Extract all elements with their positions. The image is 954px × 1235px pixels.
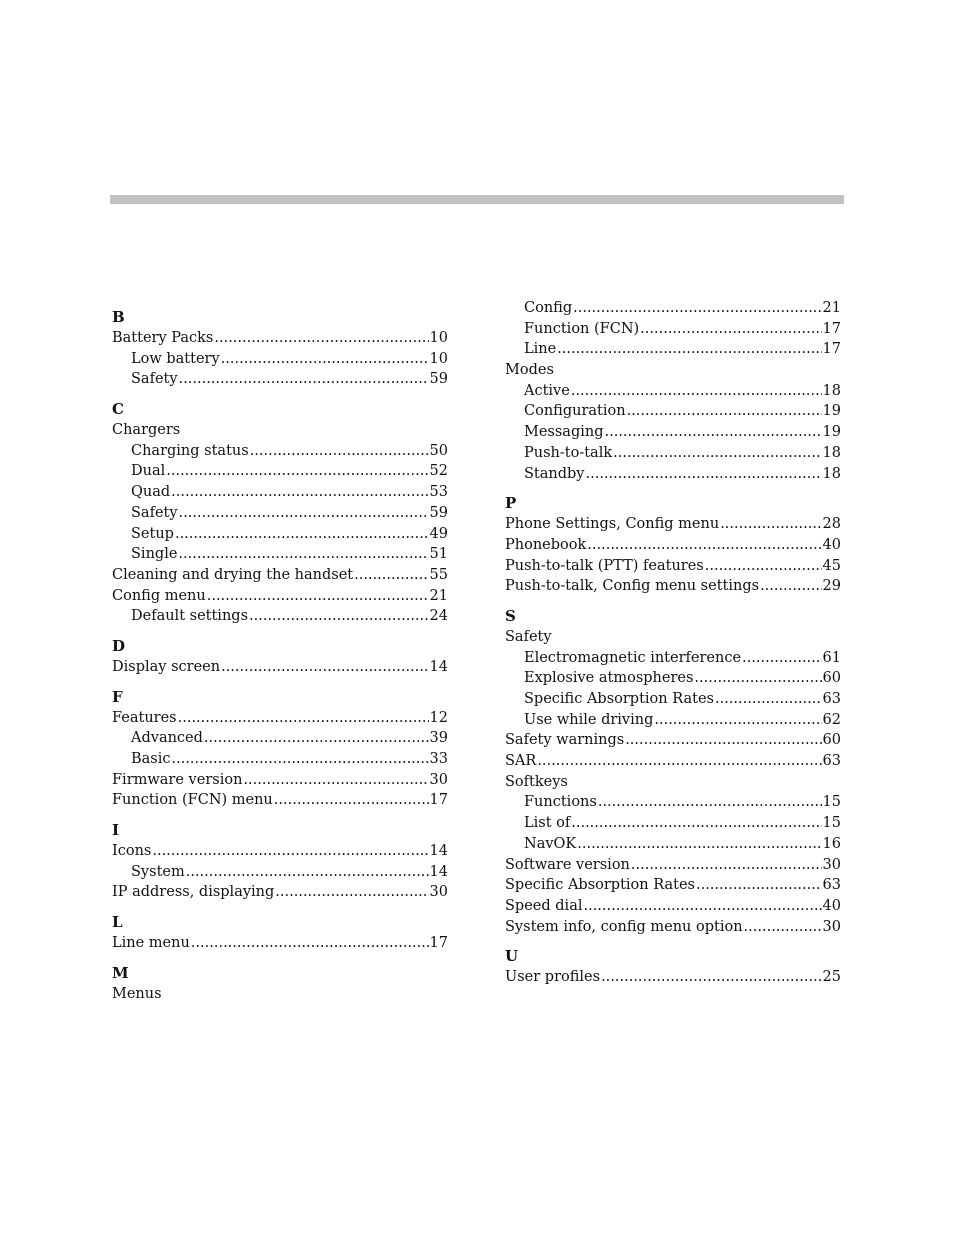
index-entry-term: Chargers [112, 422, 181, 439]
dot-leader [613, 443, 821, 464]
index-entry-page: 30 [822, 856, 841, 873]
dot-leader [243, 770, 428, 791]
index-entry-page: 49 [429, 525, 448, 542]
index-letter-p: P [505, 494, 517, 513]
index-entry-messaging [505, 422, 841, 443]
index-entry-term: Battery Packs [112, 330, 214, 346]
dot-leader [186, 862, 429, 883]
index-entry-term: Default settings [131, 608, 249, 625]
index-entry-ip-address-displaying [112, 882, 448, 903]
index-entry-dual [112, 461, 448, 482]
index-entry-term: Specific Absorption Rates [505, 877, 695, 894]
dot-leader [221, 657, 428, 678]
index-entry-term: SAR [505, 753, 537, 770]
index-entry-page: 17 [429, 792, 448, 809]
dot-leader [179, 369, 429, 390]
index-entry-term: Low battery [131, 350, 220, 367]
index-entry-term: Softkeys [505, 773, 568, 790]
index-entry-term: Single [131, 546, 178, 563]
dot-leader [601, 967, 821, 988]
dot-leader [537, 751, 821, 772]
index-entry-term: Standby [524, 465, 585, 482]
index-entry-term: Function (FCN) menu [112, 792, 273, 809]
dot-leader [715, 689, 822, 710]
index-entry-safety [112, 369, 448, 390]
index-entry-config [505, 298, 841, 319]
dot-leader [571, 813, 821, 834]
index-entry-page: 53 [429, 484, 448, 501]
dot-leader [166, 461, 428, 482]
index-entry-page: 16 [822, 835, 841, 852]
dot-leader [577, 834, 821, 855]
index-entry-term: Phone Settings, Config menu [505, 516, 720, 533]
index-entry-term: Function (FCN) [524, 320, 640, 337]
index-entry-list-of [505, 813, 841, 834]
index-entry-push-to-talk-config-menu-settings [505, 576, 841, 597]
dot-leader [583, 896, 821, 917]
index-letter-c: C [112, 400, 124, 419]
index-entry-page: 52 [429, 463, 448, 480]
index-entry-page: 28 [822, 516, 841, 533]
index-entry-term: Configuration [524, 403, 626, 420]
index-entry-page: 17 [822, 320, 841, 337]
index-entry-page: 14 [429, 863, 448, 880]
index-entry-page: 21 [429, 587, 448, 604]
index-entry-phone-settings-config-menu [505, 514, 841, 535]
index-entry-term: Setup [131, 525, 174, 542]
index-entry-config-menu [112, 586, 448, 607]
dot-leader [214, 328, 428, 349]
index-entry-page: 29 [822, 578, 841, 595]
index-entry-term: Icons [112, 843, 152, 860]
index-entry-firmware-version [112, 770, 448, 791]
dot-leader [654, 710, 821, 731]
index-column-right [505, 298, 841, 988]
index-entry-term: System info, config menu option [505, 918, 743, 935]
index-entry-safety-warnings [505, 730, 841, 751]
index-entry-page: 17 [822, 341, 841, 358]
index-entry-page: 19 [822, 403, 841, 420]
dot-leader [640, 319, 821, 340]
index-entry-safety [112, 503, 448, 524]
dot-leader [178, 544, 428, 565]
index-column-left [112, 307, 448, 1005]
index-entry-term: User profiles [505, 969, 601, 986]
index-entry-function-fcn [505, 319, 841, 340]
dot-leader [605, 422, 822, 443]
index-entry-term: Safety [505, 628, 552, 645]
index-entry-page: 63 [822, 691, 841, 707]
index-entry-term: Line menu [112, 935, 190, 952]
index-entry-term: Phonebook [505, 536, 587, 553]
index-entry-page: 14 [429, 658, 448, 675]
index-entry-term: Basic [131, 751, 171, 767]
index-letter-s: S [505, 606, 516, 625]
index-entry-charging-status [112, 441, 448, 462]
index-entry-page: 19 [822, 424, 841, 441]
index-entry-term: Config [524, 300, 573, 316]
index-entry-term: Quad [131, 484, 171, 501]
index-entry-term: List of [524, 815, 571, 832]
index-entry-low-battery [112, 349, 448, 370]
header-rule [110, 195, 844, 204]
index-entry-term: Messaging [524, 424, 604, 441]
dot-leader [191, 933, 429, 954]
dot-leader [720, 514, 821, 535]
index-entry-page: 62 [822, 711, 841, 728]
index-entry-specific-absorption-rates [505, 689, 841, 710]
index-entry-term: Features [112, 709, 177, 726]
index-entry-term: Functions [524, 794, 597, 811]
index-entry-configuration [505, 401, 841, 422]
index-entry-function-fcn-menu [112, 790, 448, 811]
index-entry-term: System [131, 863, 185, 880]
dot-leader [694, 668, 821, 689]
index-entry-chargers [112, 420, 448, 441]
index-entry-page: 30 [429, 771, 448, 788]
index-entry-specific-absorption-rates [505, 875, 841, 896]
index-entry-system-info-config-menu-option [505, 917, 841, 938]
index-entry-push-to-talk [505, 443, 841, 464]
dot-leader [172, 749, 429, 770]
index-entry-explosive-atmospheres [505, 668, 841, 689]
index-entry-page: 15 [822, 815, 841, 832]
index-entry-active [505, 381, 841, 402]
index-entry-page: 39 [429, 730, 448, 747]
index-entry-term: Config menu [112, 587, 206, 604]
index-entry-system [112, 862, 448, 883]
index-entry-line [505, 339, 841, 360]
index-entry-cleaning-and-drying-the-handset [112, 565, 448, 586]
index-entry-page: 12 [429, 709, 448, 726]
index-entry-page: 59 [429, 504, 448, 521]
index-entry-term: Use while driving [524, 711, 654, 728]
index-entry-term: Charging status [131, 442, 249, 459]
index-entry-advanced [112, 728, 448, 749]
dot-leader [354, 565, 428, 586]
dot-leader [274, 790, 429, 811]
dot-leader [250, 441, 429, 462]
index-entry-safety [505, 627, 841, 648]
index-entry-features [112, 708, 448, 729]
index-entry-page: 14 [429, 843, 448, 860]
dot-leader [221, 349, 429, 370]
index-letter-i: I [112, 821, 120, 840]
dot-leader [207, 586, 429, 607]
index-entry-term: Electromagnetic interference [524, 649, 742, 666]
index-entry-page: 24 [429, 608, 448, 625]
index-entry-quad [112, 482, 448, 503]
dot-leader [742, 648, 822, 669]
dot-leader [275, 882, 428, 903]
index-entry-page: 51 [429, 546, 448, 563]
index-entry-term: Modes [505, 362, 554, 379]
index-entry-page: 21 [822, 300, 841, 316]
index-entry-push-to-talk-ptt-features [505, 556, 841, 577]
dot-leader [152, 841, 428, 862]
index-entry-page: 25 [822, 969, 841, 986]
index-entry-page: 40 [822, 897, 841, 914]
index-entry-term: Line [524, 341, 557, 358]
index-entry-page: 33 [429, 751, 448, 767]
index-entry-term: Cleaning and drying the handset [112, 566, 354, 583]
index-entry-use-while-driving [505, 710, 841, 731]
index-entry-page: 55 [429, 566, 448, 583]
index-entry-default-settings [112, 606, 448, 627]
index-entry-term: Safety [131, 504, 178, 521]
index-entry-page: 17 [429, 935, 448, 952]
index-entry-battery-packs [112, 328, 448, 349]
index-entry-page: 18 [822, 465, 841, 482]
dot-leader [249, 606, 429, 627]
index-entry-modes [505, 360, 841, 381]
index-entry-term: Speed dial [505, 897, 583, 914]
index-entry-term: NavOK [524, 835, 577, 852]
index-entry-phonebook [505, 535, 841, 556]
dot-leader [627, 401, 822, 422]
index-entry-page: 61 [822, 649, 841, 666]
index-entry-page: 15 [822, 794, 841, 811]
dot-leader [557, 339, 821, 360]
dot-leader [586, 464, 822, 485]
index-entry-term: Push-to-talk, Config menu settings [505, 578, 760, 595]
index-letter-m: M [112, 963, 129, 982]
index-entry-user-profiles [505, 967, 841, 988]
dot-leader [175, 524, 429, 545]
dot-leader [598, 792, 822, 813]
index-entry-page: 60 [822, 732, 841, 749]
index-letter-f: F [112, 687, 123, 706]
index-entry-single [112, 544, 448, 565]
dot-leader [179, 503, 429, 524]
index-entry-navok [505, 834, 841, 855]
index-entry-page: 18 [822, 382, 841, 399]
index-entry-page: 60 [822, 670, 841, 687]
index-letter-b: B [112, 308, 125, 326]
index-entry-icons [112, 841, 448, 862]
index-entry-term: Push-to-talk (PTT) features [505, 557, 704, 574]
index-entry-speed-dial [505, 896, 841, 917]
dot-leader [171, 482, 428, 503]
index-entry-setup [112, 524, 448, 545]
index-entry-sar [505, 751, 841, 772]
index-entry-functions [505, 792, 841, 813]
index-entry-page: 45 [822, 557, 841, 574]
dot-leader [631, 855, 822, 876]
dot-leader [204, 728, 429, 749]
index-entry-standby [505, 464, 841, 485]
index-entry-display-screen [112, 657, 448, 678]
dot-leader [625, 730, 821, 751]
index-entry-page: 10 [429, 350, 448, 367]
index-entry-term: Firmware version [112, 771, 243, 788]
index-letter-u: U [505, 947, 519, 966]
index-letter-d: D [112, 636, 126, 655]
dot-leader [744, 917, 822, 938]
index-entry-term: Explosive atmospheres [524, 670, 694, 687]
index-entry-term: Menus [112, 985, 162, 1002]
dot-leader [573, 298, 821, 319]
index-entry-term: Display screen [112, 658, 221, 675]
index-entry-software-version [505, 855, 841, 876]
index-entry-term: Dual [131, 463, 166, 480]
index-entry-term: Push-to-talk [524, 444, 613, 461]
index-entry-menus [112, 984, 448, 1005]
index-entry-page: 40 [822, 536, 841, 553]
index-entry-page: 59 [429, 371, 448, 388]
index-entry-term: Software version [505, 856, 630, 873]
dot-leader [696, 875, 822, 896]
index-entry-page: 18 [822, 444, 841, 461]
index-entry-electromagnetic-interference [505, 648, 841, 669]
index-entry-term: Safety [131, 371, 178, 388]
dot-leader [760, 576, 821, 597]
index-letter-l: L [112, 913, 123, 932]
index-entry-page: 30 [429, 884, 448, 901]
index-entry-page: 10 [429, 330, 448, 346]
index-entry-page: 63 [822, 877, 841, 894]
index-entry-page: 30 [822, 918, 841, 935]
dot-leader [705, 556, 822, 577]
index-entry-term: Active [524, 382, 570, 399]
index-entry-term: Advanced [131, 730, 203, 747]
index-entry-term: IP address, displaying [112, 884, 275, 901]
index-entry-basic [112, 749, 448, 770]
index-entry-line-menu [112, 933, 448, 954]
dot-leader [587, 535, 821, 556]
index-entry-page: 63 [822, 753, 841, 770]
index-entry-term: Safety warnings [505, 732, 625, 749]
index-entry-term: Specific Absorption Rates [524, 691, 714, 707]
dot-leader [571, 381, 822, 402]
index-entry-softkeys [505, 772, 841, 793]
dot-leader [178, 708, 429, 729]
index-entry-page: 50 [429, 442, 448, 459]
